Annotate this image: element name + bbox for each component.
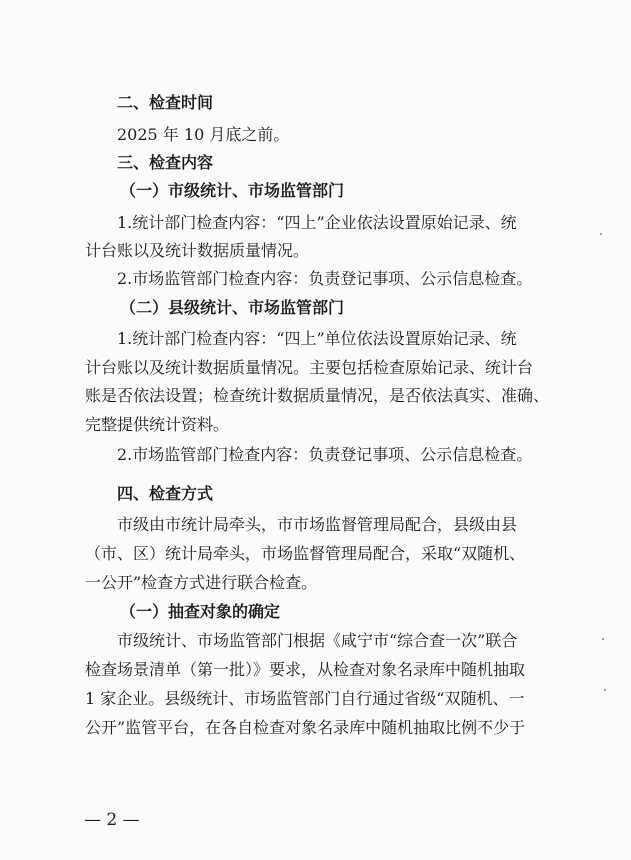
- section-heading-inspection-content: 三、检查内容: [117, 153, 214, 172]
- paragraph-line: 1.统计部门检查内容：“四上”企业依法设置原始记录、统: [117, 213, 517, 232]
- paragraph-line: 2.市场监管部门检查内容：负责登记事项、公示信息检查。: [117, 269, 533, 288]
- paragraph-line: 完整提供统计资料。: [85, 415, 230, 434]
- paragraph-line: 2025 年 10 月底之前。: [117, 125, 290, 144]
- section-heading-inspection-method: 四、检查方式: [117, 484, 214, 503]
- paragraph-line: 计台账以及统计数据质量情况。主要包括检查原始记录、统计台: [85, 358, 534, 377]
- paragraph-line: 检查场景清单（第一批）》要求，从检查对象名录库中随机抽取: [85, 660, 526, 679]
- scan-speck: [604, 689, 606, 691]
- paragraph-line: 账是否依法设置；检查统计数据质量情况，是否依法真实、准确、: [85, 386, 550, 405]
- paragraph-line: 公开”监管平台，在各自检查对象名录库中随机抽取比例不少于: [85, 718, 526, 737]
- scan-speck: [602, 638, 604, 640]
- paragraph-line: （市、区）统计局牵头，市场监督管理局配合，采取“双随机、: [85, 544, 526, 563]
- subsection-heading-city-level: （一）市级统计、市场监管部门: [120, 181, 345, 200]
- scan-speck: [600, 233, 602, 235]
- section-heading-inspection-time: 二、检查时间: [117, 93, 214, 112]
- subsection-heading-selection: （一）抽查对象的确定: [120, 602, 281, 621]
- paragraph-line: 一公开”检查方式进行联合检查。: [85, 573, 318, 592]
- paragraph-line: 市级统计、市场监管部门根据《咸宁市“综合查一次”联合: [117, 631, 518, 650]
- page-number: — 2 —: [84, 810, 140, 830]
- paragraph-line: 1.统计部门检查内容：“四上”单位依法设置原始记录、统: [117, 329, 517, 348]
- paragraph-line: 1 家企业。县级统计、市场监管部门自行通过省级“双随机、一: [85, 689, 525, 708]
- paragraph-line: 计台账以及统计数据质量情况。: [85, 241, 310, 260]
- subsection-heading-county-level: （二）县级统计、市场监管部门: [120, 298, 345, 317]
- paragraph-line: 2.市场监管部门检查内容：负责登记事项、公示信息检查。: [117, 445, 533, 464]
- paragraph-line: 市级由市统计局牵头，市市场监督管理局配合，县级由县: [117, 515, 518, 534]
